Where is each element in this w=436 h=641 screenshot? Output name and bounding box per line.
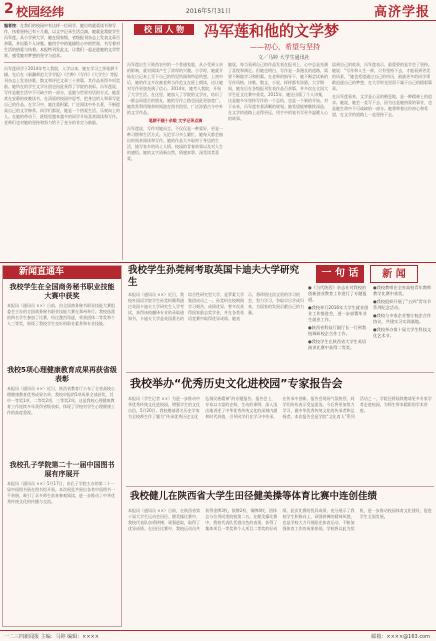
story-sports-text: 本报讯（通讯员 ××）日前，在陕西省第十届大学生运动会田径、健美操比赛中，我校代表队奋勇拼搏，顽强进取，取得了优异成绩。在田径比赛中，我校运动员共获得金牌3枚、银牌2枚、铜牌4枚，团体总分位列同类院校第二名。在健美操比赛中，我校代表队凭借出色的表现，获得了集体项目一等奖和个人项目二等奖的好成绩。此次比赛的优异成绩，充分展示了我校学生积极向上、顽强拼搏的精神风貌，也是学校大力开展阳光体育运动、不断加强体育工作的成果体现。学校将以此为契机，进一步推动校园体育文化建设，促进学生全面发展。 bbox=[128, 508, 432, 531]
story-cardiff-headline: 我校学生孙莞柯考取英国卡迪夫大学研究生 bbox=[128, 265, 300, 288]
editor-note-title: 编者按： bbox=[4, 23, 20, 28]
one-line-news-title-right: 新 闻 bbox=[370, 265, 418, 283]
feature-col3-quote: 在冯军莲看来，文学是心灵的栖息地，是一种精神上的追求。她说，她会一直写下去，因为这是她热爱的事业，也是她生命中不可或缺的一部分。她将带着这份初心和希望，在文学的道路上一直坚持下去。 bbox=[332, 94, 432, 117]
page-number: 2 bbox=[4, 1, 14, 17]
one-line-news-item: ●我校学生在陕西省大学生英语演讲比赛中获得二等奖。 bbox=[308, 339, 367, 350]
one-line-news-title-left: 一 句 话 bbox=[316, 265, 364, 283]
page-footer bbox=[0, 630, 436, 641]
news-express-item-3-headline: 我校孔子学院第二十一届中国图书展有序展开 bbox=[9, 461, 115, 478]
news-express-item-1-headline: 我校学生在全国商务秘书职业技能大赛中获奖 bbox=[9, 283, 115, 300]
left-column-text: 冯军莲同学于2014年考入我院，入学以来，她在学习之余笔耕不辍，先后在《新疆师范大学学报》《芒种》《写作》《大学生》等报刊杂志上发表诗歌、散文和评论文章三十余篇，其作品获得多项奖励。她所在的学生文学社团也因此获得了学院的表彰。冯军莲说，写作是她生活中不可缺少的一部分，是她与世界对话的方式。她喜欢在安静的夜晚读书，在清晨的校园中思考，把身边的人和事写进自己的作品。在学习中，她注重积累，广泛阅读中外名著，不断提高自己的文学修养。同学们都说，她是一个热爱生活、乐观向上的人。在她的带动下，班级里越来越多的同学开始喜欢阅读和写作。老师们也对她的坚持和努力给予了充分的肯定与鼓励。 bbox=[4, 66, 120, 125]
feature-column-2 bbox=[228, 62, 328, 260]
newspaper-logo: 高济学报 bbox=[373, 5, 430, 20]
editor-note-text: 在我们的校园中有这样一位同学，她自幼就爱读书和写作，执着坚持已有十几载，以文字记录生活点滴，她就是我院学生冯军莲。从小学到大学，她在国家级、省级报刊杂志上发表文章百余篇，并出版个人诗集。她用手中的笔描绘心中的世界，书写着对生活的热爱与执着。本报特刊发此文，让我们一起走进她的文学世界，感受她对梦想的坚守与追求。 bbox=[4, 23, 120, 58]
issue-date: 2016年5月31日 bbox=[186, 8, 231, 15]
feature-column-1 bbox=[127, 62, 224, 260]
footer-right-text: 邮箱：××××@163.com bbox=[371, 634, 430, 640]
feature-subtitle: ——初心，希望与坚持 bbox=[250, 43, 320, 51]
feature-col1b-text: 冯军莲说，写作对她而言，不仅仅是一种爱好，更是一种习惯和生活方式。无论学习多么繁忙，她每天都会抽出时间来阅读和写作。她的作品大多取材于身边的生活，描写家乡的风土人情、校园的青春故事以及对人生的感悟。她的文字清新自然，情感真挚，深受读者喜爱。 bbox=[127, 126, 223, 161]
footer-left-text: 一二三四新闻报 主编：马婷 编辑：×××× bbox=[4, 634, 99, 640]
news-express-item-2-text: 本报讯（通讯员 ××）近日，陕西省教育厅公布了全省高校心理健康教育优秀成果名单，我校申报的5项成果全部获奖，其中一等奖1项，二等奖2项，三等奖2项。这是我校心理健康教育工作连续多年获得省级表彰，体现了学校对学生心理健康工作的高度重视。 bbox=[7, 386, 115, 415]
one-line-news-item: ●陕西省科技厅副厅长一行到我校调研校企合作工作。 bbox=[308, 325, 367, 336]
feature-author: 文／马婷 大学生通讯社 bbox=[258, 55, 310, 61]
story-cardiff-text: 本报讯（通讯员 ××）近日，我校外国语学院学生孙莞柯顺利通过英国卡迪夫大学研究生入学考试，获得该校翻译专业的录取通知书。卡迪夫大学是英国著名的综合性研究型大学，是罗素大学集团成员之一。孙莞柯在校期间学习刻苦，成绩优异，曾多次获得国家励志奖学金，并在各类英语竞赛中取得优异成绩。她表示，将珍惜这次宝贵的学习机会，努力学习，争取早日学成归来，为国家的发展贡献自己的力量。 bbox=[128, 292, 304, 321]
one-line-news-item: ●我校与多家企业签订校企合作协议，共建实习实训基地。 bbox=[373, 313, 432, 324]
one-line-news-item: ●我校举行2016年大学生就业创业工作推进会，进一步部署毕业生就业工作。 bbox=[308, 305, 369, 322]
feature-headline: 冯军莲和他的文学梦 bbox=[204, 22, 340, 40]
news-express-title: 新闻直通车 bbox=[3, 266, 121, 279]
news-express-item-1-text: 本报讯（通讯员 ××）日前，由全国商务秘书职业技能大赛组委会主办的全国商务秘书职业技能大赛在郑州举行。我校选派的两名学生参加了比赛，经过激烈角逐，荣获团体二等奖和个人三等奖，展现了我校学生良好的职业素养和专业技能。 bbox=[7, 303, 115, 326]
one-line-news-item: ●我校举办第十届大学生科技文化艺术节。 bbox=[373, 327, 432, 338]
story-lecture-body bbox=[128, 396, 432, 482]
left-intro-column bbox=[4, 23, 120, 260]
section-label-campus-figure: 校 园 人 物 bbox=[134, 24, 194, 35]
page-header bbox=[0, 0, 436, 21]
news-express-item-2-headline: 我校5项心理健康教育成果再获省级表彰 bbox=[7, 366, 117, 383]
feature-col3-text: 谈到自己的收获，冯军莲表示，最重要的是学会了坚持。她说：“写作和人生一样，只有坚持下去，才能看到更美的风景。”她也希望通过自己的经历，鼓励更多的同学勇敢追逐自己的梦想，在大学时光里留下属于自己的精彩篇章。 bbox=[332, 62, 432, 91]
one-line-news-item: ●《当代陕西》杂志社对我校的创新创业教育工作进行了专题报道。 bbox=[308, 285, 367, 302]
one-line-news-item: ●我校教师在全省高校青年教师教学比赛中获奖。 bbox=[373, 285, 432, 296]
news-express-box bbox=[2, 265, 122, 627]
one-line-news-box bbox=[308, 265, 434, 371]
story-cardiff-body bbox=[128, 292, 304, 332]
story-lecture-headline: 我校举办“优秀历史文化进校园”专家报告会 bbox=[130, 377, 343, 390]
feature-col2-text: 她说，每当看到自己的作品发表在报刊上，心中总是充满了喜悦和满足。但她也明白，写作是一条漫长的道路，需要不断地学习和积累。在老师的指导下，她不断尝试新的写作风格，诗歌、散文、小说，样样都有涉猎。大学期间，她先后在各级报刊发表作品百余篇，并多次在全国大学生征文比赛中获奖。2015年，她还出版了个人诗集，这是她多年坚持写作的一个总结，也是一个新的开始。对于未来，冯军莲有着清晰的规划。她希望能够继续深造，在文学的道路上走得更远，用手中的笔书写更多温暖人心的故事。 bbox=[228, 62, 328, 121]
story-sports-headline: 我校健儿在陕西省大学生田径健美操等体育比赛中连创佳绩 bbox=[130, 491, 378, 502]
news-express-item-3-text: 本报讯（通讯员 ××）5月17日，由孔子学院主办的第二十一届中国图书展在图书馆开展。本次展览共展出各类中国图书一千余册，吸引了众多师生前来参观阅读，进一步推动了中华优秀传统文化的传播与交流。 bbox=[7, 481, 115, 504]
feature-col1-text: 冯军莲出生于陕西农村的一个普通家庭，从小受到父亲的影响，就对阅读产生了浓厚的兴趣。小学时，她就开始在日记本上写下自己的所见所闻和所思所想。上初中后，她的作文多次被老师当作范文在班上朗读，这让她对写作更加充满了信心。2014年，她考入我院，开始了大学生活。在这里，她加入了学院的文学社，结识了一群志同道合的朋友，她的写作之路也因此更加宽广。她常常利用课余时间泡在图书馆里，广泛涉猎古今中外的文学作品。 bbox=[127, 62, 223, 115]
feature-col1-heading: 笔耕不辍十余载 文字记录点滴 bbox=[148, 118, 203, 123]
one-line-news-item: ●我校组织开展了“五四”青年节系列纪念活动。 bbox=[373, 299, 432, 310]
story-sports-body bbox=[128, 508, 432, 626]
story-lecture-text: 本报讯（学生记者 ××）为进一步推动中华优秀传统文化进校园，增强学生的文化自信，5月20日，我校邀请著名历史学家为全校师生作了题为“传承优秀历史文化 弘扬民族精神”的专题报告。报告会上，专家以丰富的史料、生动的事例，深入浅出地讲述了中华优秀传统文化的深刻内涵和时代价值，引导同学们在学习中传承，在传承中创新。报告会现场气氛热烈，同学们纷纷表示受益匪浅，今后将更加努力学习，做中华优秀传统文化的传承者和弘扬者。本次报告会是学院“文化育人”系列活动之一，学院还将陆续邀请更多专家学者走进校园，为师生带来精彩的学术讲座。 bbox=[128, 396, 432, 419]
page-section-name: 校园经纬 bbox=[16, 5, 65, 19]
feature-column-3 bbox=[332, 62, 432, 260]
